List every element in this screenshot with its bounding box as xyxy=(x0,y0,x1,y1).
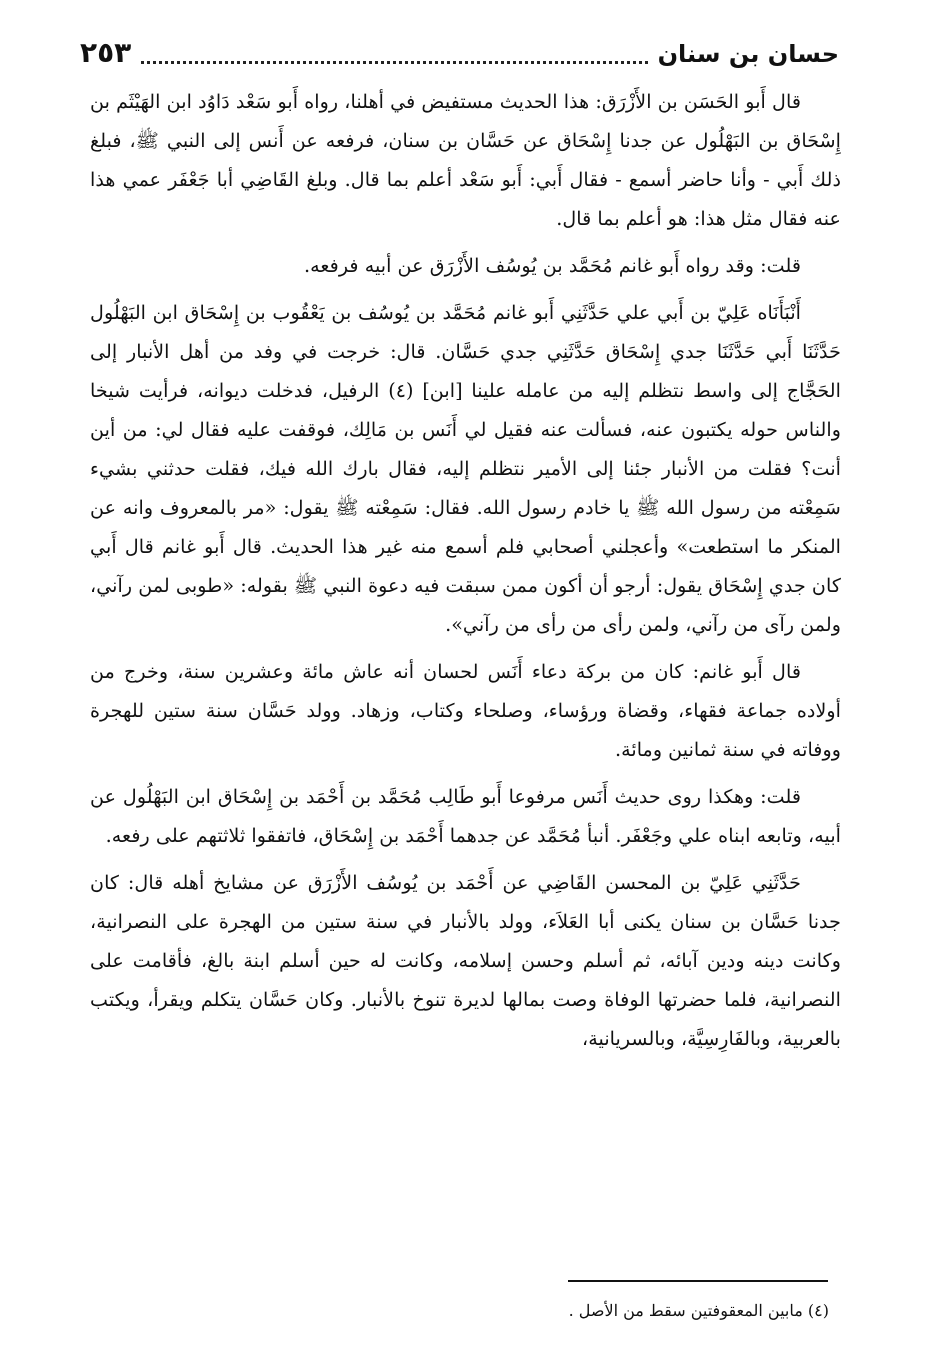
page-header xyxy=(80,36,839,76)
paragraph-4: قال أَبو غانم: كان من بركة دعاء أَنَس لحسان أنه عاش مائة وعشرين سنة، وخرج من أولاده جماعة فقهاء، وقضاة ورؤساء، وصلحاء وكتاب، وزهاد. وولد حَسَّان سنة ستين للهجرة ووفاته في سنة ثمانين ومائة. xyxy=(90,660,841,761)
main-text xyxy=(90,82,841,1066)
running-title: حسان بن سنان xyxy=(657,40,839,68)
paragraph-6: حَدَّثَنِي عَلِيّ بن المحسن القَاضِي عن أَحْمَد بن يُوسُف الأَزْرَق عن مشايخ أهله قال: كان جدنا حَسَّان بن سنان يكنى أبا العَلاَء، وولد بالأنبار في سنة ستين من الهجرة على النصرانية، وكانت دينه ودين آبائه، ثم أسلم وحسن إسلامه، وكانت له حين أسلم ابنة بالغ، فأقامت على النصرانية، فلما حضرتها الوفاة وصت بمالها لديرة تنوخ بالأنبار. وكان حَسَّان يتكلم ويقرأ، ويكتب بالعربية، وبالفَارِسِيَّة، وبالسريانية، xyxy=(90,871,841,1050)
paragraph-2: قلت: وقد رواه أَبو غانم مُحَمَّد بن يُوسُف الأَزْرَق عن أبيه فرفعه. xyxy=(304,254,801,277)
footnote: (٤) مابين المعقوفتين سقط من الأصل . xyxy=(568,1301,829,1320)
paragraph-5: قلت: وهكذا روى حديث أَنَس مرفوعا أَبو طَالِب مُحَمَّد بن أَحْمَد بن إِسْحَاق ابن البَهْلُول عن أبيه، وتابعه ابناه علي وجَعْفَر. أنبأ مُحَمَّد عن جدهما أَحْمَد بن إِسْحَاق، فاتفقوا ثلاثتهم على رفعه. xyxy=(90,785,841,847)
header-dot-leader xyxy=(141,61,647,64)
footnote-separator xyxy=(568,1280,828,1282)
page-number: ٢٥٣ xyxy=(80,36,132,69)
paragraph-1: قال أَبو الحَسَن بن الأَزْرَق: هذا الحديث مستفيض في أهلنا، رواه أَبو سَعْد دَاوُد ابن الهَيْثَم بن إِسْحَاق بن البَهْلُول عن جدنا إِسْحَاق عن حَسَّان بن سنان، فرفعه عن أَنس إلى النبي ﷺ، فبلغ ذلك أَبي - وأنا حاضر أسمع - فقال أَبي: أَبو سَعْد أعلم بما قال. وبلغ القَاضِي أبا جَعْفَر عمي هذا عنه فقال مثل هذا: هو أعلم بما قال. xyxy=(90,90,841,230)
paragraph-3: أَنْبَأَنَاه عَلِيّ بن أَبي علي حَدَّثَنِي أَبو غانم مُحَمَّد بن يُوسُف بن يَعْقُوب بن إِسْحَاق ابن البَهْلُول حَدَّثَنَا أَبي حَدَّثَنَا جدي إِسْحَاق حَدَّثَنِي جدي حَسَّان. قال: خرجت في وفد من أهل الأنبار إلى الحَجَّاج إلى واسط نتظلم إليه من عامله علينا [ابن] (٤) الرفيل، فدخلت ديوانه، فرأيت شيخا والناس حوله يكتبون عنه، فسألت عنه فقيل لي أَنَس بن مَالِك، فوقفت عليه فقال لي: من أين أنت؟ فقلت من الأنبار جئنا إلى الأمير نتظلم إليه، فقال بارك الله فيك، فقلت حدثني بشيء سَمِعْته من رسول الله ﷺ يا خادم رسول الله. فقال: سَمِعْته ﷺ يقول: «مر بالمعروف وانه عن المنكر ما استطعت» وأعجلني أصحابي فلم أسمع منه غير هذا الحديث. قال أَبو غانم قال أَبي كان جدي إِسْحَاق يقول: أرجو أن أكون ممن سبقت فيه دعوة النبي ﷺ بقوله: «طوبى لمن رآني، ولمن رآى من رآني، ولمن رأى من رأى من رآني». xyxy=(90,301,841,636)
